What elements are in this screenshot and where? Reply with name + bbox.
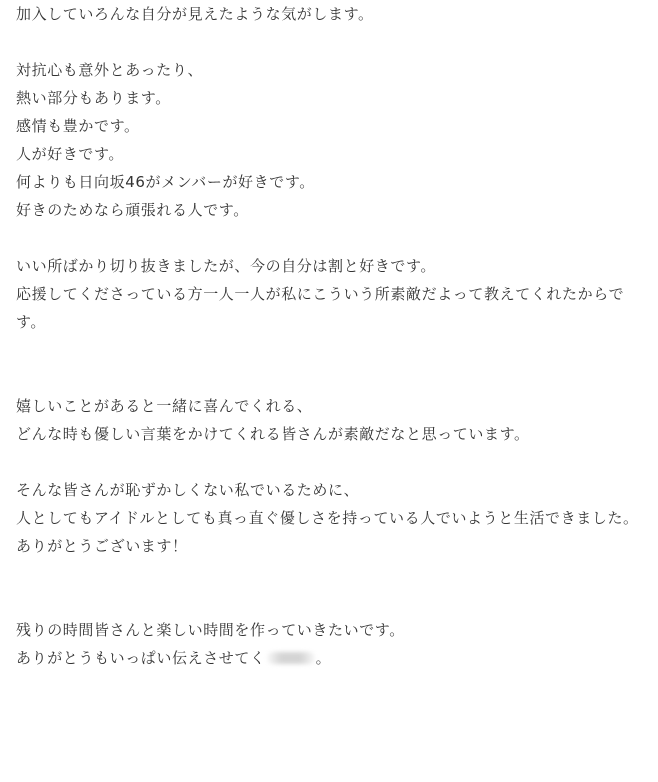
blank-line [16,224,646,252]
paragraph-line: どんな時も優しい言葉をかけてくれる皆さんが素敵だなと思っています。 [16,425,530,443]
blank-line [16,364,646,392]
last-line-text: ありがとうもいっぱい伝えさせてく [16,649,266,667]
paragraph-line: 応援してくださっている方一人一人が私にこういう所素敵だよって教えてくれたからです。 [16,285,625,331]
paragraph-line: 熱い部分もあります。 [16,89,171,107]
blank-line [16,588,646,616]
paragraph-line: 人が好きです。 [16,145,125,163]
paragraph-line: 残りの時間皆さんと楽しい時間を作っていきたいです。 [16,621,405,639]
paragraph-line: そんな皆さんが恥ずかしくない私でいるために、 [16,481,360,499]
last-line-end: 。 [315,649,332,667]
paragraph-line: いい所ばかり切り抜きましたが、今の自分は割と好きです。 [16,257,437,275]
paragraph-line: 嬉しいことがあると一緒に喜んでくれる、 [16,397,313,415]
paragraph-line-last [16,644,646,672]
blank-line [16,28,646,56]
blank-line [16,560,646,588]
obscured-text-mask [267,652,315,664]
paragraph-line: 感情も豊かです。 [16,117,140,135]
blank-line [16,448,646,476]
paragraph-line: 対抗心も意外とあったり、 [16,61,204,79]
paragraph-line: 加入していろんな自分が見えたような気がします。 [16,5,374,23]
blog-post-body [16,0,646,672]
paragraph-line: ありがとうございます！ [16,537,188,555]
paragraph-line: 人としてもアイドルとしても真っ直ぐ優しさを持っている人でいようと生活できました。 [16,509,639,527]
paragraph-line: 何よりも日向坂46がメンバーが好きです。 [16,173,315,191]
blank-line [16,336,646,364]
paragraph-line: 好きのためなら頑張れる人です。 [16,201,249,219]
